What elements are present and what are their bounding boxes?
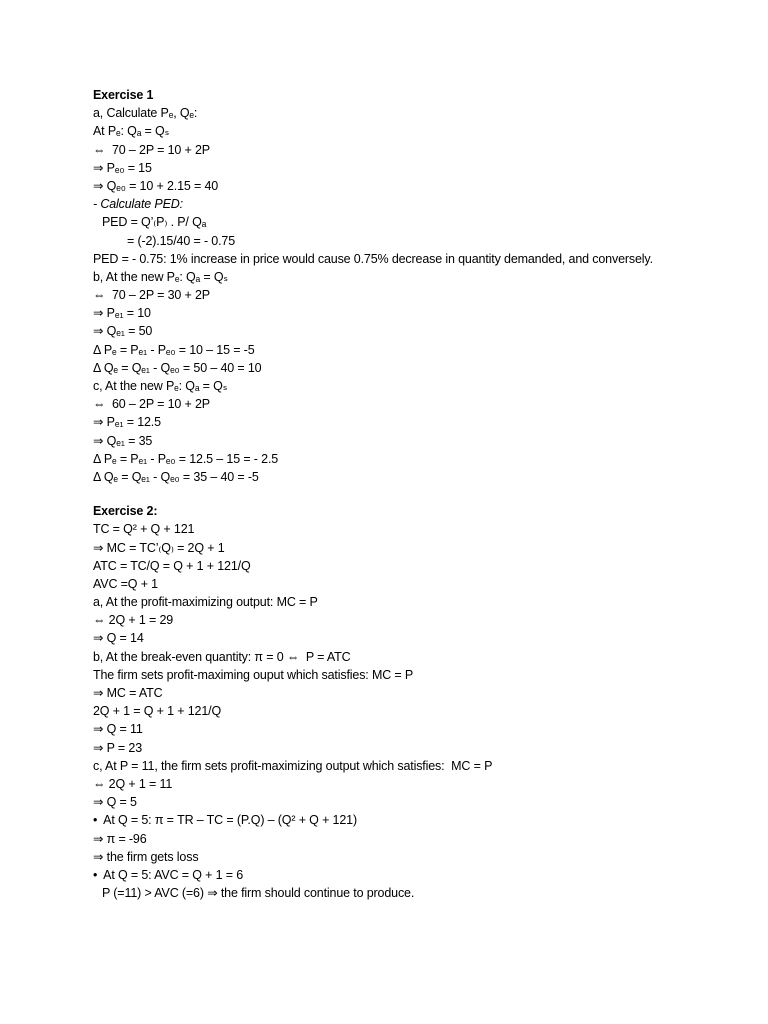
ex1-equation: ⇔ 60 – 2P = 10 + 2P	[93, 397, 210, 412]
ex2-equation: AVC =Q + 1	[93, 576, 158, 591]
ex1-ped-interpretation: PED = - 0.75: 1% increase in price would cause 0.75% decrease in quantity demanded, and conversely.	[93, 251, 653, 266]
ex1-equation: ⇒ Pₑ₁ = 10	[93, 306, 151, 321]
ex2-equation: ⇔ 2Q + 1 = 11	[93, 776, 173, 791]
ex2-equation: TC = Q² + Q + 121	[93, 522, 195, 537]
ex2-equation: 2Q + 1 = Q + 1 + 121/Q	[93, 704, 222, 719]
ex1-equation: ⇒ Qₑ₀ = 10 + 2.15 = 40	[93, 178, 219, 193]
ex1-equation: ⇔ 70 – 2P = 10 + 2P	[93, 142, 210, 157]
ex1-part-a-heading: a, Calculate Pₑ, Qₑ:	[93, 106, 198, 121]
ex1-ped-value: = (-2).15/40 = - 0.75	[127, 233, 236, 248]
ex2-part-a-heading: a, At the profit-maximizing output: MC = P	[93, 595, 318, 610]
ex1-ped-formula: PED = Q’₍P₎ . P/ Qₐ	[102, 215, 207, 230]
ex2-equation: ATC = TC/Q = Q + 1 + 121/Q	[93, 558, 251, 573]
ex1-equation: ⇒ Qₑ₁ = 50	[93, 324, 153, 339]
ex2-equation: ⇔ 2Q + 1 = 29	[93, 613, 174, 628]
ex2-bullet-item: • At Q = 5: AVC = Q + 1 = 6	[93, 867, 244, 882]
ex1-equation: Δ Qₑ = Qₑ₁ - Qₑ₀ = 35 – 40 = -5	[93, 469, 259, 484]
exercise-2-title: Exercise 2:	[93, 504, 158, 519]
ex2-equation: ⇒ MC = ATC	[93, 686, 163, 700]
ex2-equation: ⇒ Q = 5	[93, 795, 137, 810]
ex2-bullet-item: • At Q = 5: π = TR – TC = (P.Q) – (Q² + Q + 121)	[93, 813, 357, 828]
ex1-part-b-heading: b, At the new Pₑ: Qₐ = Qₛ	[93, 269, 228, 284]
ex1-equilibrium-condition: At Pₑ: Qₐ = Qₛ	[93, 124, 170, 139]
ex1-equation: ⇒ Qₑ₁ = 35	[93, 433, 153, 448]
ex2-equation: ⇒ the firm gets loss	[93, 849, 199, 864]
ex1-equation: ⇔ 70 – 2P = 30 + 2P	[93, 288, 210, 303]
ex1-equation: Δ Pₑ = Pₑ₁ - Pₑ₀ = 10 – 15 = -5	[93, 342, 255, 357]
document-page	[93, 86, 733, 902]
ex2-equation: ⇒ Q = 11	[93, 722, 143, 737]
ex1-ped-heading: - Calculate PED:	[93, 197, 183, 212]
ex2-part-b-heading: b, At the break-even quantity: π = 0 ⇔ P = ATC	[93, 649, 351, 664]
section-spacer	[93, 486, 733, 502]
exercise-1-title: Exercise 1	[93, 88, 154, 102]
ex1-equation: ⇒ Pₑ₁ = 12.5	[93, 415, 161, 430]
ex2-statement: The firm sets profit-maximing ouput which satisfies: MC = P	[93, 667, 414, 682]
ex2-equation: ⇒ π = -96	[93, 831, 147, 846]
ex1-part-c-heading: c, At the new Pₑ: Qₐ = Qₛ	[93, 379, 228, 393]
ex1-equation: Δ Qₑ = Qₑ₁ - Qₑ₀ = 50 – 40 = 10	[93, 360, 262, 375]
ex2-equation: ⇒ Q = 14	[93, 631, 144, 646]
ex1-equation: Δ Pₑ = Pₑ₁ - Pₑ₀ = 12.5 – 15 = - 2.5	[93, 451, 279, 466]
ex1-equation: ⇒ Pₑ₀ = 15	[93, 160, 152, 175]
ex2-equation: ⇒ MC = TC’₍Q₎ = 2Q + 1	[93, 540, 225, 555]
ex2-part-c-heading: c, At P = 11, the firm sets profit-maximizing output which satisfies: MC = P	[93, 758, 493, 773]
ex2-conclusion: P (=11) > AVC (=6) ⇒ the firm should continue to produce.	[102, 886, 415, 901]
ex2-equation: ⇒ P = 23	[93, 740, 143, 755]
